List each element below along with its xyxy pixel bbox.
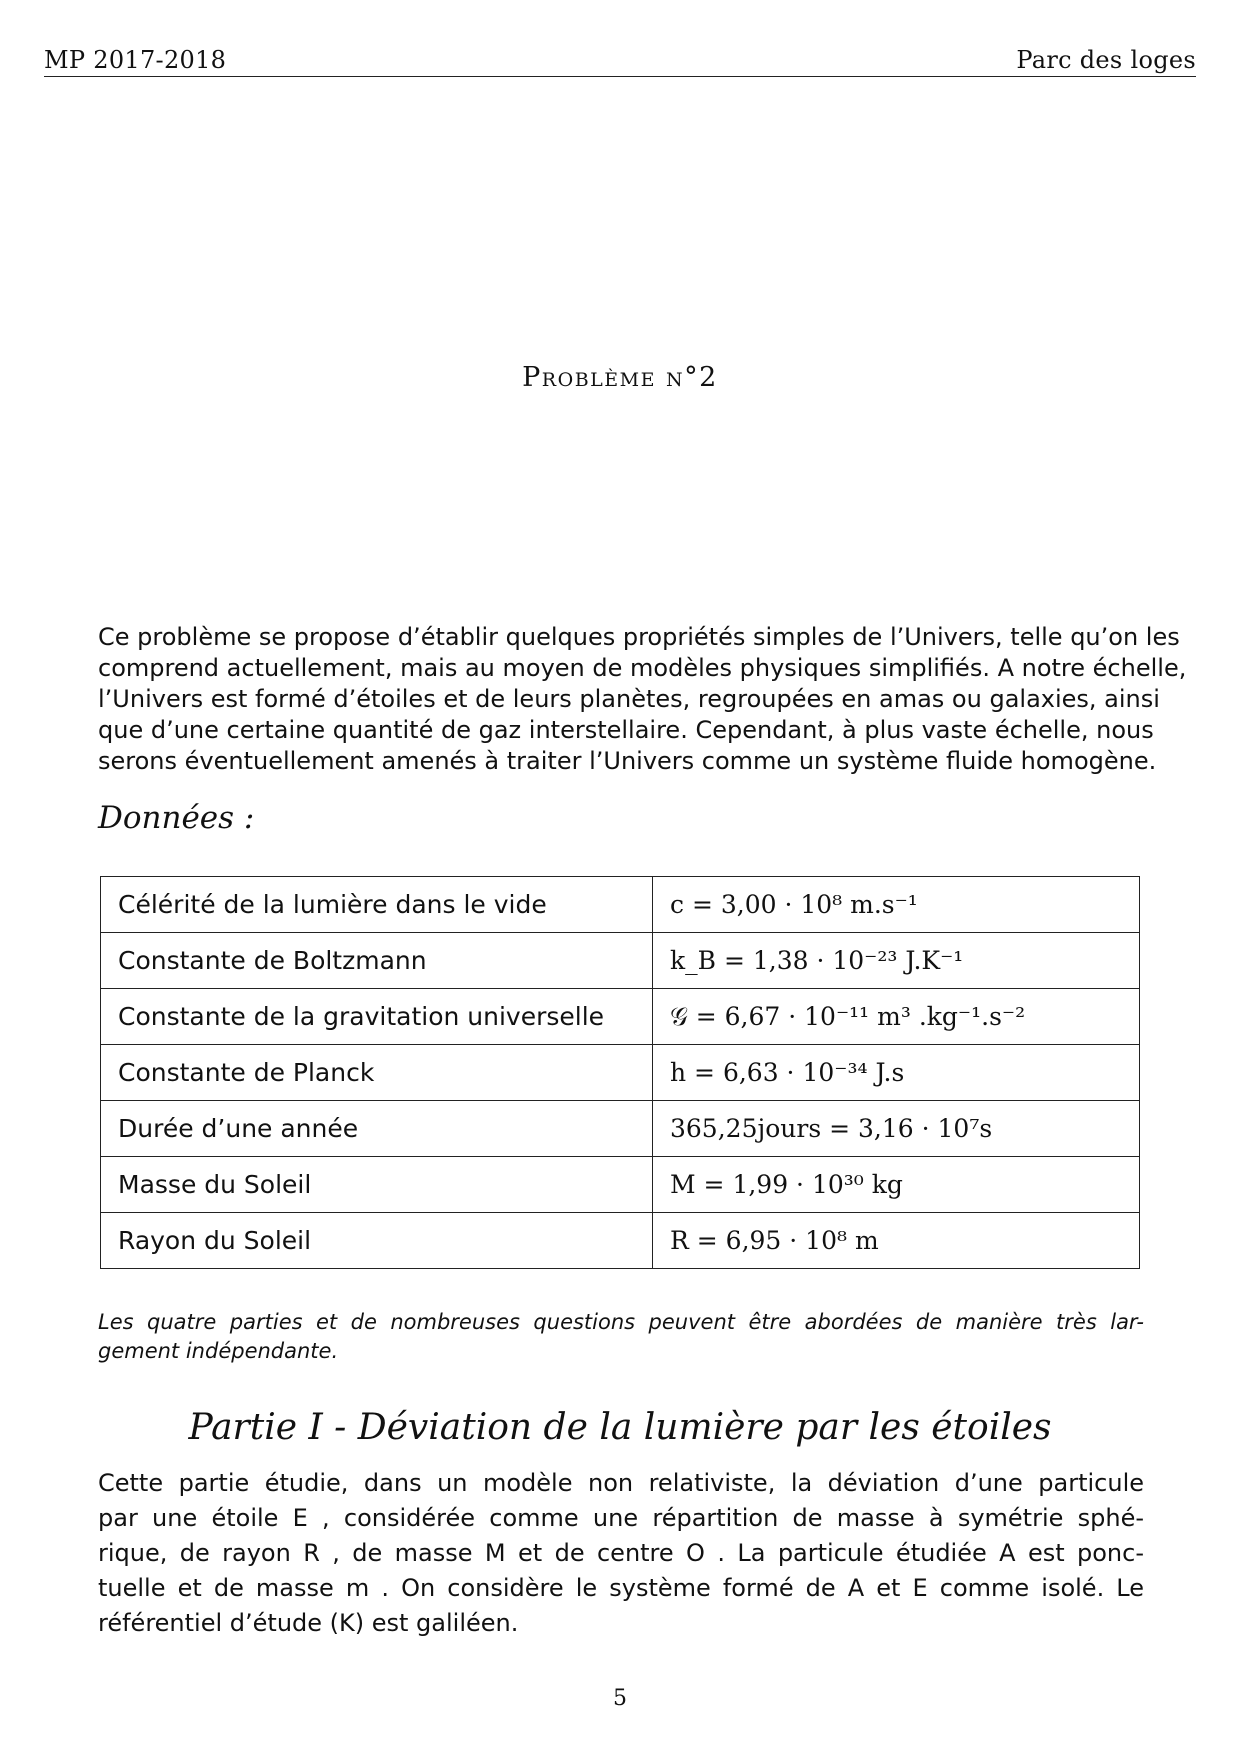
header-course: MP 2017-2018	[44, 46, 227, 74]
constant-value: M = 1,99 · 10³⁰ kg	[653, 1157, 1140, 1213]
intro-line: Ce problème se propose d’établir quelques propriétés simples de l’Univers, telle qu’on les	[98, 623, 1180, 651]
constant-label: Célérité de la lumière dans le vide	[101, 877, 653, 933]
page-header	[44, 42, 1196, 77]
part-line: référentiel d’étude (K) est galiléen.	[98, 1609, 519, 1637]
constant-value: 𝒢 = 6,67 · 10⁻¹¹ m³ .kg⁻¹.s⁻²	[653, 989, 1140, 1045]
intro-line: comprend actuellement, mais au moyen de modèles physiques simplifiés. A notre échelle,	[98, 654, 1187, 682]
constant-value: c = 3,00 · 10⁸ m.s⁻¹	[653, 877, 1140, 933]
intro-line: l’Univers est formé d’étoiles et de leurs planètes, regroupées en amas ou galaxies, ainsi	[98, 685, 1160, 713]
constant-label: Durée d’une année	[101, 1101, 653, 1157]
donnees-heading: Données :	[98, 800, 255, 836]
table-row	[101, 1213, 1140, 1269]
part-line: par une étoile E , considérée comme une répartition de masse à symétrie sphé-	[98, 1504, 1144, 1532]
header-school: Parc des loges	[1016, 46, 1196, 74]
intro-line: serons éventuellement amenés à traiter l’Univers comme un système fluide homogène.	[98, 747, 1157, 775]
constant-value: R = 6,95 · 10⁸ m	[653, 1213, 1140, 1269]
table-row	[101, 877, 1140, 933]
constant-label: Rayon du Soleil	[101, 1213, 653, 1269]
independence-note	[98, 1308, 1144, 1366]
part-line: tuelle et de masse m . On considère le système formé de A et E comme isolé. Le	[98, 1574, 1144, 1602]
note-line: gement indépendante.	[98, 1339, 339, 1363]
intro-line: que d’une certaine quantité de gaz interstellaire. Cependant, à plus vaste échelle, nous	[98, 716, 1154, 744]
intro-paragraph	[98, 622, 1187, 777]
note-line: Les quatre parties et de nombreuses questions peuvent être abordées de manière très lar-	[98, 1310, 1144, 1334]
part-title: Partie I - Déviation de la lumière par les étoiles	[188, 1407, 1052, 1448]
constant-label: Constante de Boltzmann	[101, 933, 653, 989]
constant-label: Constante de la gravitation universelle	[101, 989, 653, 1045]
constants-table	[100, 876, 1140, 1269]
part-paragraph	[98, 1466, 1144, 1641]
constant-label: Masse du Soleil	[101, 1157, 653, 1213]
part-line: rique, de rayon R , de masse M et de centre O . La particule étudiée A est ponc-	[98, 1539, 1144, 1567]
part-line: Cette partie étudie, dans un modèle non relativiste, la déviation d’une particule	[98, 1469, 1144, 1497]
problem-title: Problème n°2	[522, 362, 718, 393]
constant-value: k_B = 1,38 · 10⁻²³ J.K⁻¹	[653, 933, 1140, 989]
table-row	[101, 933, 1140, 989]
table-row	[101, 1045, 1140, 1101]
constant-label: Constante de Planck	[101, 1045, 653, 1101]
constant-value: h = 6,63 · 10⁻³⁴ J.s	[653, 1045, 1140, 1101]
table-row	[101, 1157, 1140, 1213]
constant-value: 365,25jours = 3,16 · 10⁷s	[653, 1101, 1140, 1157]
table-row	[101, 989, 1140, 1045]
page-number: 5	[613, 1686, 627, 1711]
table-row	[101, 1101, 1140, 1157]
